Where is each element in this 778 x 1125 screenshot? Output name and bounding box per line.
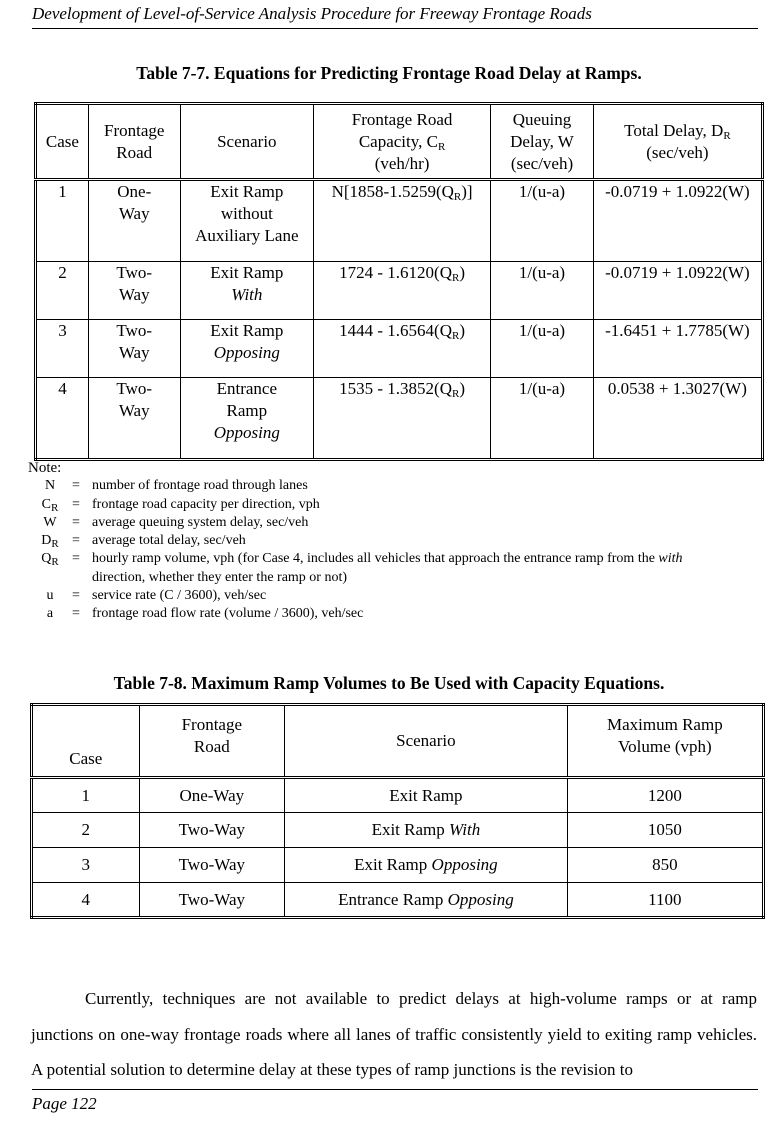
scenario-cell: Exit Ramp Opposing: [180, 320, 313, 378]
page-number: Page 122: [32, 1094, 97, 1113]
capacity-cell: $1535 - 1.3852(Q_R)$: [314, 378, 491, 460]
total-delay-cell: -0.0719 + 1.0922(W): [593, 180, 762, 262]
table-row: [36, 262, 763, 320]
case-cell: 1: [36, 180, 89, 262]
col-header-case: Case: [32, 705, 140, 778]
table-header-row: [32, 705, 764, 778]
scenario-cell: Entrance Ramp Opposing: [180, 378, 313, 460]
note-symbol: $Q_R$: [41, 551, 59, 569]
case-cell: 3: [32, 848, 140, 883]
note-text: frontage road flow rate (volume / 3600), veh/sec: [92, 606, 364, 622]
road-cell: Two-Way: [139, 848, 285, 883]
note-item: W = average queuing system delay, sec/veh: [28, 514, 752, 532]
note-text: average queuing system delay, sec/veh: [92, 514, 309, 530]
table-row: [36, 378, 763, 460]
case-cell: 4: [32, 883, 140, 918]
queuing-cell: 1/(u-a): [491, 180, 594, 262]
road-cell: Two-Way: [139, 813, 285, 848]
road-cell: One-Way: [139, 778, 285, 813]
col-header-total-delay: Total Delay, $D_R$ (sec/veh): [593, 104, 762, 180]
scenario-cell: Exit Ramp Opposing: [285, 848, 568, 883]
road-cell: Two- Way: [88, 262, 180, 320]
note-symbol: a: [46, 606, 54, 622]
road-cell: Two-Way: [139, 883, 285, 918]
scenario-cell: Exit Ramp With: [180, 262, 313, 320]
note-symbol: N: [44, 478, 56, 494]
scenario-cell: Exit Ramp With: [285, 813, 568, 848]
note-item: $C_R$ = frontage road capacity per direction, vph: [28, 496, 752, 514]
case-cell: 2: [32, 813, 140, 848]
road-cell: Two- Way: [88, 320, 180, 378]
total-delay-cell: -0.0719 + 1.0922(W): [593, 262, 762, 320]
case-cell: 4: [36, 378, 89, 460]
table-row: [32, 883, 764, 918]
max-ramp-volumes-table: [30, 703, 765, 919]
volume-cell: 1050: [567, 813, 763, 848]
queuing-cell: 1/(u-a): [491, 262, 594, 320]
scenario-cell: Entrance Ramp Opposing: [285, 883, 568, 918]
table-row: [36, 180, 763, 262]
note-item: $Q_R$ = hourly ramp volume, vph (for Case 4, includes all vehicles that approach the entrance ramp from the with direction, whether they enter the ramp or not): [28, 550, 752, 587]
note-item: u = service rate (C / 3600), veh/sec: [28, 587, 752, 605]
header-rule: [32, 28, 758, 29]
total-delay-cell: 0.0538 + 1.3027(W): [593, 378, 762, 460]
road-cell: One- Way: [88, 180, 180, 262]
col-header-scenario: Scenario: [285, 705, 568, 778]
volume-cell: 850: [567, 848, 763, 883]
footer-rule: [32, 1089, 758, 1090]
volume-cell: 1100: [567, 883, 763, 918]
capacity-cell: $N[1858-1.5259(Q_R)]$: [314, 180, 491, 262]
note-text: number of frontage road through lanes: [92, 478, 308, 494]
note-text: average total delay, sec/veh: [92, 533, 246, 549]
queuing-cell: 1/(u-a): [491, 378, 594, 460]
capacity-cell: $1724 - 1.6120(Q_R)$: [314, 262, 491, 320]
note-text: service rate (C / 3600), veh/sec: [92, 588, 267, 604]
note-symbol: W: [43, 514, 57, 530]
note-item: N = number of frontage road through lanes: [28, 477, 752, 495]
col-header-capacity: Frontage Road Capacity, $C_R$ (veh/hr): [314, 104, 491, 180]
note-text: hourly ramp volume, vph (for Case 4, includes all vehicles that approach the entrance ramp from the with direction, whether they enter the ramp or not): [92, 551, 683, 585]
col-header-case: Case: [36, 104, 89, 180]
table-row: [36, 320, 763, 378]
case-cell: 3: [36, 320, 89, 378]
table-7-7-caption: Table 7-7. Equations for Predicting Frontage Road Delay at Ramps.: [136, 63, 642, 83]
col-header-scenario: Scenario: [180, 104, 313, 180]
note-symbol: u: [46, 588, 54, 604]
scenario-cell: Exit Ramp: [285, 778, 568, 813]
delay-equations-table: [34, 102, 764, 461]
table-7-8-caption: Table 7-8. Maximum Ramp Volumes to Be Used with Capacity Equations.: [113, 673, 665, 693]
queuing-cell: 1/(u-a): [491, 320, 594, 378]
table-notes: [28, 459, 752, 624]
note-title: Note:: [28, 460, 62, 476]
volume-cell: 1200: [567, 778, 763, 813]
road-cell: Two- Way: [88, 378, 180, 460]
case-cell: 2: [36, 262, 89, 320]
running-header: Development of Level-of-Service Analysis Procedure for Freeway Frontage Roads: [32, 4, 592, 23]
case-cell: 1: [32, 778, 140, 813]
note-symbol: $D_R$: [41, 533, 59, 551]
note-text: frontage road capacity per direction, vph: [92, 496, 320, 512]
table-header-row: [36, 104, 763, 180]
table-row: [32, 813, 764, 848]
scenario-cell: Exit Ramp without Auxiliary Lane: [180, 180, 313, 262]
col-header-max-volume: Maximum Ramp Volume (vph): [567, 705, 763, 778]
total-delay-cell: -1.6451 + 1.7785(W): [593, 320, 762, 378]
col-header-frontage-road: Frontage Road: [139, 705, 285, 778]
body-paragraph: Currently, techniques are not available to predict delays at high-volume ramps or at ramp junctions on one-way frontage roads where all lanes of traffic consistently yield to exiting ramp vehicles. A potential solution to determine delay at these types of ramp junctions is the revision to: [31, 989, 757, 1079]
col-header-queuing-delay: Queuing Delay, W (sec/veh): [491, 104, 594, 180]
col-header-frontage-road: Frontage Road: [88, 104, 180, 180]
note-symbol: $C_R$: [41, 496, 59, 514]
table-row: [32, 848, 764, 883]
note-item: $D_R$ = average total delay, sec/veh: [28, 532, 752, 550]
table-row: [32, 778, 764, 813]
capacity-cell: $1444 - 1.6564(Q_R)$: [314, 320, 491, 378]
note-item: a = frontage road flow rate (volume / 3600), veh/sec: [28, 605, 752, 623]
